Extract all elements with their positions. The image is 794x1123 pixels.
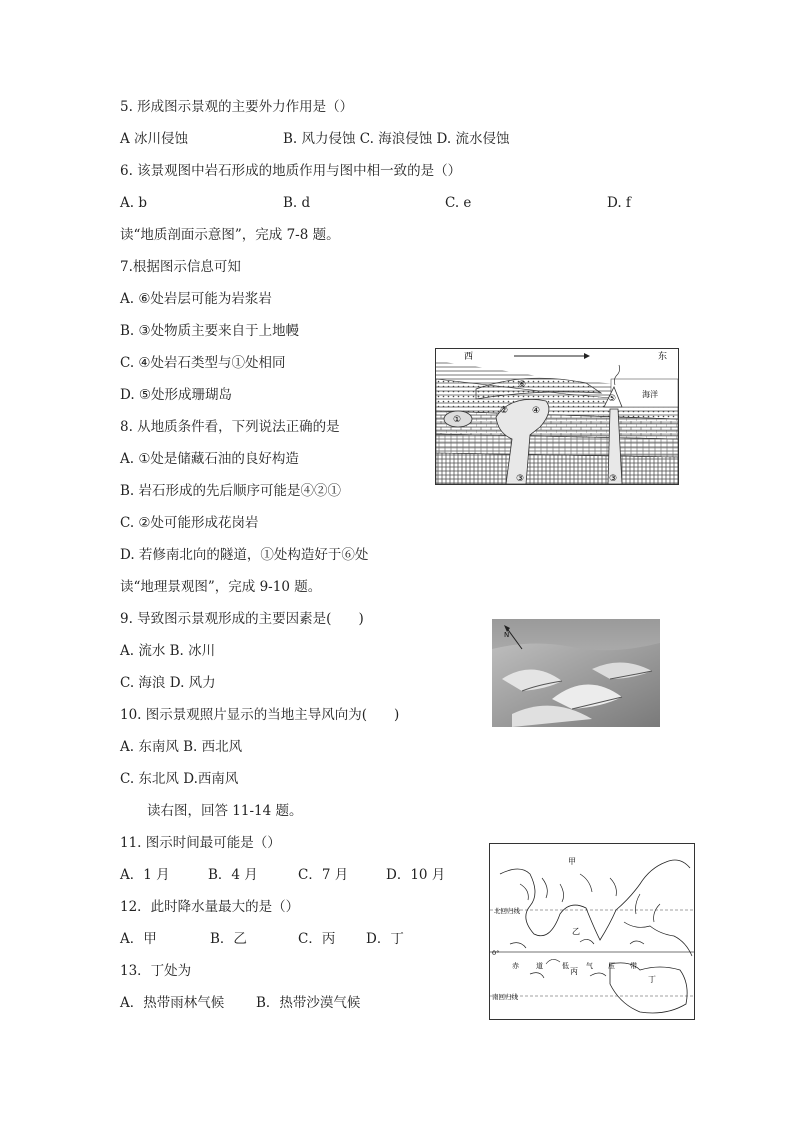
q8-stem: 8. 从地质条件看，下列说法正确的是 — [120, 419, 340, 435]
geo-mark-2: ② — [500, 406, 509, 416]
map-zero-degree: 0° — [492, 949, 500, 957]
map-belt-char-1: 赤 — [512, 962, 519, 970]
geo-mark-3b: ③ — [609, 474, 618, 484]
q6-option-c: C. e — [445, 195, 472, 211]
q12-option-d: D．丁 — [366, 931, 404, 947]
geologic-section-drawing — [436, 349, 678, 484]
q5-option-a: A 冰川侵蚀 — [120, 131, 189, 147]
geo-mark-5: ⑤ — [608, 394, 617, 404]
geo-label-west: 西 — [464, 352, 474, 362]
geo-mark-6: ⑥ — [518, 380, 527, 390]
geo-label-east: 东 — [658, 352, 668, 362]
q11-stem: 11. 图示时间最可能是（） — [120, 835, 281, 851]
q11-option-c: C．7 月 — [298, 867, 349, 883]
map-belt-char-3: 低 — [562, 962, 569, 970]
map-north-tropic: 北回归线 — [494, 907, 520, 915]
q10-stem: 10. 图示景观照片显示的当地主导风向为( ) — [120, 707, 400, 723]
q7-option-b: B. ③处物质主要来自于上地幔 — [120, 323, 300, 339]
q6-option-a: A. b — [120, 195, 147, 211]
asia-pressure-map-figure — [489, 843, 695, 1020]
map-belt-char-2: 道 — [536, 962, 543, 970]
geo-mark-4: ④ — [532, 406, 541, 416]
map-belt-char-6: 带 — [630, 962, 637, 970]
dune-photo-drawing — [492, 619, 660, 727]
intro-11-14: 读右图，回答 11-14 题。 — [147, 803, 303, 819]
q9-option-cd: C. 海浪 D. 风力 — [120, 675, 216, 691]
geo-mark-3a: ③ — [516, 474, 525, 484]
q10-option-ab: A. 东南风 B. 西北风 — [120, 739, 243, 755]
q10-option-cd: C. 东北风 D.西南风 — [120, 771, 239, 787]
q5-stem: 5. 形成图示景观的主要外力作用是（） — [120, 99, 354, 115]
svg-text:N: N — [504, 631, 510, 639]
dune-landscape-photo — [492, 619, 660, 727]
intro-9-10: 读“地理景观图”，完成 9-10 题。 — [120, 579, 322, 595]
q12-option-c: C．丙 — [298, 931, 336, 947]
q11-option-b: B．4 月 — [208, 867, 258, 883]
geo-label-ocean: 海洋 — [642, 390, 658, 399]
q8-option-b: B. 岩石形成的先后顺序可能是④②① — [120, 483, 342, 499]
geo-mark-1: ① — [453, 415, 462, 425]
map-label-yi: 乙 — [572, 927, 580, 936]
q7-option-c: C. ④处岩石类型与①处相同 — [120, 355, 286, 371]
intro-7-8: 读“地质剖面示意图”，完成 7-8 题。 — [120, 227, 340, 243]
q5-option-bcd: B. 风力侵蚀 C. 海浪侵蚀 D. 流水侵蚀 — [283, 131, 510, 147]
q13-option-b: B．热带沙漠气候 — [256, 995, 361, 1011]
q8-option-d: D. 若修南北向的隧道，①处构造好于⑥处 — [120, 547, 369, 563]
q13-option-a: A．热带雨林气候 — [120, 995, 225, 1011]
map-belt-char-4: 气 — [586, 962, 593, 970]
map-label-bing: 丙 — [570, 967, 578, 976]
q7-option-a: A. ⑥处岩层可能为岩浆岩 — [120, 291, 272, 307]
map-label-ding: 丁 — [648, 975, 656, 984]
q11-option-a: A．1 月 — [120, 867, 170, 883]
geologic-section-figure — [435, 348, 679, 485]
q7-stem: 7.根据图示信息可知 — [120, 259, 241, 275]
map-label-jia: 甲 — [568, 857, 576, 866]
q12-option-a: A．甲 — [120, 931, 157, 947]
q6-stem: 6. 该景观图中岩石形成的地质作用与图中相一致的是（） — [120, 163, 462, 179]
q9-option-ab: A. 流水 B. 冰川 — [120, 643, 216, 659]
map-south-tropic: 南回归线 — [492, 993, 518, 1001]
asia-pressure-map-drawing — [490, 844, 694, 1019]
q9-stem: 9. 导致图示景观形成的主要因素是( ) — [120, 611, 364, 627]
q7-option-d: D. ⑤处形成珊瑚岛 — [120, 387, 233, 403]
q6-option-b: B. d — [283, 195, 311, 211]
q6-option-d: D. f — [607, 195, 631, 211]
q8-option-c: C. ②处可能形成花岗岩 — [120, 515, 259, 531]
q11-option-d: D．10 月 — [386, 867, 446, 883]
q12-stem: 12．此时降水量最大的是（） — [120, 899, 300, 915]
q13-stem: 13．丁处为 — [120, 963, 192, 979]
q8-option-a: A. ①处是储藏石油的良好构造 — [120, 451, 299, 467]
map-belt-char-5: 压 — [608, 962, 615, 970]
q12-option-b: B．乙 — [210, 931, 247, 947]
